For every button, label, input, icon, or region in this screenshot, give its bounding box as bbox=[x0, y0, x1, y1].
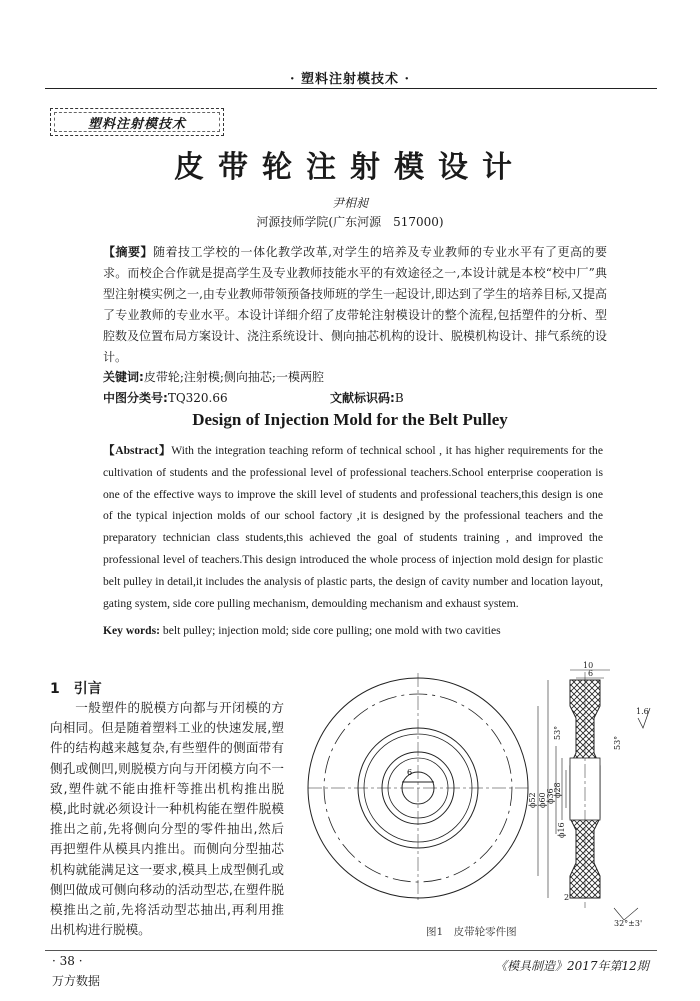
abstract-label: 【摘要】 bbox=[103, 245, 154, 259]
angle-53: 53° bbox=[553, 725, 562, 740]
en-keywords-text: belt pulley; injection mold; side core pulling; one mold with two cavities bbox=[162, 624, 501, 637]
dim-d28: ϕ28 bbox=[553, 782, 562, 798]
dim-6: 6 bbox=[588, 669, 594, 678]
page-number: · 38 · bbox=[52, 954, 83, 968]
author: 尹相昶 bbox=[331, 196, 368, 210]
header-rule bbox=[45, 88, 657, 89]
roughness-mark: 1.6 bbox=[636, 707, 649, 716]
clc-label: 中图分类号: bbox=[103, 391, 168, 405]
en-keywords-label: Key words: bbox=[103, 624, 160, 637]
dim-key: 6 bbox=[407, 768, 413, 777]
english-title: Design of Injection Mold for the Belt Pulley bbox=[192, 410, 508, 429]
paper-title: 皮带轮注射模设计 bbox=[174, 150, 526, 185]
body-text bbox=[50, 698, 284, 940]
classification bbox=[103, 389, 228, 406]
angle-32: 32°±3' bbox=[614, 919, 643, 928]
column-label: 塑料注射模技术 bbox=[50, 108, 224, 136]
english-keywords bbox=[103, 624, 613, 637]
document-code bbox=[330, 389, 404, 406]
dim-gap-2: 2 bbox=[564, 893, 570, 902]
section-heading: 1 引言 bbox=[50, 681, 102, 697]
pulley-drawing bbox=[298, 658, 658, 928]
journal-info: 《模具制造》2017年第12期 bbox=[495, 959, 649, 973]
keywords bbox=[103, 368, 607, 385]
affiliation: 河源技师学院(广东河源 517000) bbox=[256, 215, 444, 229]
clc-value: TQ320.66 bbox=[167, 391, 228, 405]
doc-code-value: B bbox=[394, 391, 404, 405]
english-abstract bbox=[103, 440, 603, 614]
running-head: · 塑料注射模技术 · bbox=[289, 72, 411, 87]
dim-d16: ϕ16 bbox=[557, 822, 566, 838]
keywords-label: 关键词: bbox=[103, 370, 144, 384]
footer-rule bbox=[45, 950, 657, 951]
angle-53-right: 53° bbox=[613, 735, 622, 750]
paragraph: 一般塑件的脱模方向都与开闭模的方向相同。但是随着塑料工业的快速发展,塑件的结构越来越复杂,有些塑件的侧面带有侧孔或侧凹,则脱模方向与开闭模方向不一致,塑件就不能由推杆等推出机构推出脱模,此时就必须设计一种机构能在塑件脱模推出之前,先将侧向分型的零件抽出,然后再把塑件从模具内推出。而侧向分型抽芯机构就能满足这一要求,模具上成型侧孔或侧凹做成可侧向移动的活动型芯,在塑件脱模推出之前,先将活动型芯抽出,再利用推出机构进行脱模。 bbox=[50, 700, 284, 938]
dim-d60: ϕ60 bbox=[538, 792, 547, 808]
dim-d36: ϕ36 bbox=[546, 788, 555, 804]
abstract-text: 随着技工学校的一体化教学改革,对学生的培养及专业教师的专业水平有了更高的要求。而校企合作就是提高学生及专业教师技能水平的有效途径之一,本设计就是本校“校中厂”典型注射模实例之一,由专业教师带领预备技师班的学生一起设计,即达到了学生的培养目标,又提高了专业教师的专业水平。本设计详细介绍了皮带轮注射模设计的整个流程,包括塑件的分析、型腔数及位置布局方案设计、浇注系统设计、侧向抽芯机构的设计、脱模机构设计、排气系统的设计。 bbox=[103, 245, 608, 364]
source-watermark: 万方数据 bbox=[52, 974, 101, 988]
chinese-abstract bbox=[103, 242, 607, 368]
en-abstract-label: 【Abstract】 bbox=[103, 444, 172, 457]
keywords-text: 皮带轮;注射模;侧向抽芯;一模两腔 bbox=[143, 370, 324, 384]
dim-10: 10 bbox=[583, 661, 594, 670]
doc-code-label: 文献标识码: bbox=[330, 391, 395, 405]
dim-d52: ϕ52 bbox=[528, 792, 537, 808]
section-view bbox=[570, 672, 600, 908]
figure-caption: 图1 皮带轮零件图 bbox=[426, 926, 517, 938]
en-abstract-text: With the integration teaching reform of technical school , it has higher requirements for the cultivation of students and the professional level of professional teachers.School enterprise cooperation is one of the effective ways to improve the skill level of students and professional teachers,this design is one of the typical injection molds of our school factory ,it is designed by the professional teachers and the preparatory technician class students,this achieved the goal of students training , and improved the professional level of teachers.This design introduced the whole process of injection mold design for plastic belt pulley in detail,it includes the analysis of plastic parts, the design of cavity number and location layout, gating system, side core pulling mechanism, demoulding mechanism and exhaust system. bbox=[103, 444, 603, 610]
